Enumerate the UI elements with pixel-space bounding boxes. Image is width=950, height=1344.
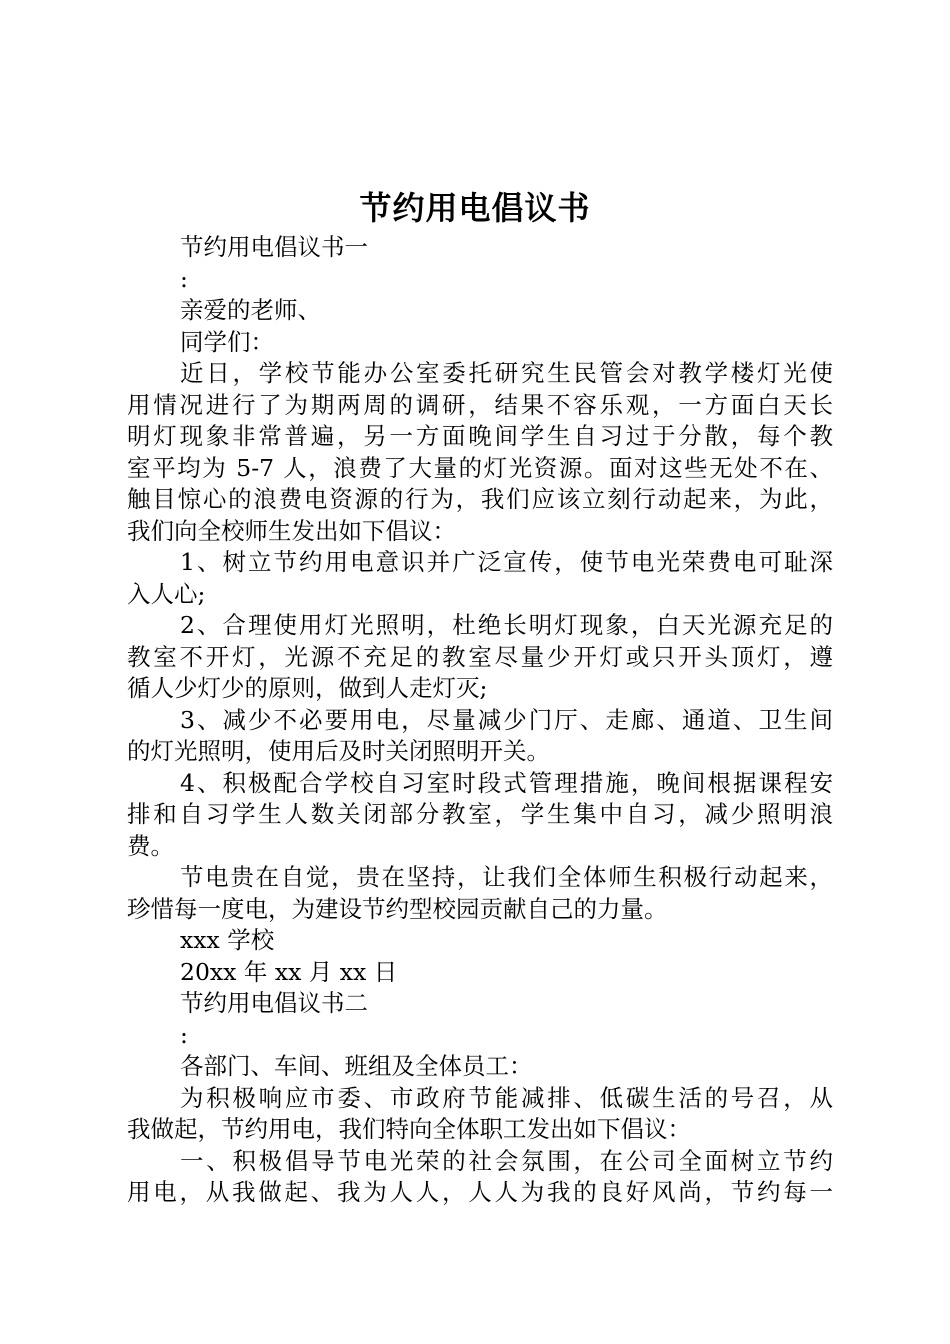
text-line: 3、减少不必要用电，尽量减少门厅、走廊、通道、卫生间 <box>180 705 833 734</box>
text-line: 1、树立节约用电意识并广泛宣传，使节电光荣费电可耻深 <box>180 548 833 576</box>
text-line: 同学们： <box>180 327 274 356</box>
text-line: 为积极响应市委、市政府节能减排、低碳生活的号召，从 <box>180 1083 833 1112</box>
text-line: 触目惊心的浪费电资源的行为，我们应该立刻行动起来，为此， <box>127 485 833 513</box>
text-line: xxx 学校 <box>180 926 275 954</box>
text-line: 珍惜每一度电，为建设节约型校园贡献自己的力量。 <box>127 894 668 923</box>
text-line: 4、积极配合学校自习室时段式管理措施，晚间根据课程安 <box>180 768 833 797</box>
text-line: 教室不开灯，光源不充足的教室尽量少开灯或只开头顶灯，遵 <box>127 642 833 671</box>
text-line: 用情况进行了为期两周的调研，结果不容乐观，一方面白天长 <box>127 390 833 419</box>
text-line: 节约用电倡议书二 <box>180 989 368 1017</box>
text-line: 亲爱的老师、 <box>180 296 321 324</box>
text-line: 的灯光照明，使用后及时关闭照明开关。 <box>127 737 550 765</box>
document-body <box>127 232 833 1209</box>
text-line: : <box>180 264 188 293</box>
text-line: 节约用电倡议书一 <box>180 233 368 261</box>
document-title: 节约用电倡议书 <box>359 189 591 227</box>
text-line: : <box>180 1020 188 1049</box>
text-line: 2、合理使用灯光照明，杜绝长明灯现象，白天光源充足的 <box>180 611 833 639</box>
text-line: 20xx 年 xx 月 xx 日 <box>180 957 398 986</box>
text-line: 近日，学校节能办公室委托研究生民管会对教学楼灯光使 <box>180 359 833 387</box>
text-line: 循人少灯少的原则，做到人走灯灭; <box>127 674 488 702</box>
text-line: 室平均为 5-7 人，浪费了大量的灯光资源。面对这些无处不在、 <box>127 453 833 482</box>
text-line: 明灯现象非常普遍，另一方面晚间学生自习过于分散，每个教 <box>127 422 833 450</box>
text-line: 排和自习学生人数关闭部分教室，学生集中自习，减少照明浪 <box>127 800 833 828</box>
text-line: 节电贵在自觉，贵在坚持，让我们全体师生积极行动起来， <box>180 863 833 891</box>
text-line: 我做起，节约用电，我们特向全体职工发出如下倡议： <box>127 1115 691 1143</box>
text-line: 一、积极倡导节电光荣的社会氛围，在公司全面树立节约 <box>180 1146 833 1175</box>
text-line: 各部门、车间、班组及全体员工： <box>180 1052 533 1080</box>
text-line: 入人心; <box>127 579 206 608</box>
text-line: 用电，从我做起、我为人人，人人为我的良好风尚，节约每一 <box>127 1178 833 1206</box>
text-line: 我们向全校师生发出如下倡议： <box>127 516 456 545</box>
text-line: 费。 <box>127 831 174 860</box>
